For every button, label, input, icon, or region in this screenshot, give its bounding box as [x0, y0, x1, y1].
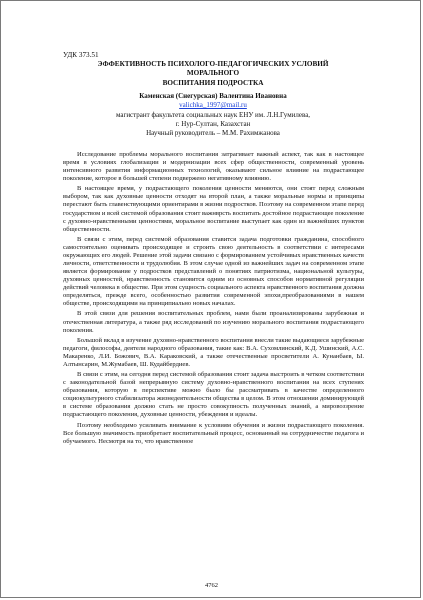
author-location: г. Нур-Султан, Казахстан: [175, 119, 251, 128]
title-line: ВОСПИТАНИЯ ПОДРОСТКА: [162, 78, 264, 87]
author-name: Каменская (Снегурская) Валентина Ивановна: [139, 92, 287, 100]
body-paragraph: В настоящее время, у подрастающего поколения ценности меняются, они стоят перед сложным выбором, так как духовные ценности отходят на второй план, а также моральные нормы и принципы перестают быть главенствующими ориентирами в жизни подростков. Поэтому на современном этапе перед государством и всей системой образования стоит важнврсть воспитать достойное подрастающее поколение с духовно-нравственными ценностями, моральное воспитание выступает как один из важнейших пунктов общественности.: [63, 185, 364, 233]
body-paragraph: В связи с этим, перед системой образования ставится задача подготовки гражданина, способного самостоятельно оценивать происходящее и строить свою деятельность в соответствии с интересами окружающих его людей. Решение этой задачи связано с формированием устойчивых нравственных качеств личности, ответственности и трудолюбия. В этом случае одной из важнейших задач на современном этапе является формирование у подростков представлений о понятиях патриотизма, национальной культуры, духовных ценностей, нравственность становится одним из основных способов нормативной регуляции действий человека в обществе. При этом сущность социального аспекта нравственного воспитания должна определяться, прежде всего, особенностью развития современной эпохи,преобразованиями в нашем обществе, происходящими на принципиально новых началах.: [63, 235, 364, 308]
author-block: [63, 92, 363, 138]
author-affiliation: магистрант факультета социальных наук ЕНУ им. Л.Н.Гумилева,: [115, 110, 311, 119]
scientific-supervisor: Научный руководитель – М.М. Рахимжанова: [146, 129, 280, 138]
udk-code: УДК 373.51: [63, 51, 99, 59]
paper-title: [63, 60, 363, 88]
body-paragraph: Большой вклад в изучение духовно-нравственного воспитания внесли такие выдающиеся зарубежные педагоги, философы, деятели народного образования, такие как: В.А. Сухомлинский, К.Д. Ушинский, А.С. Макаренко, Л.И. Божович, В.А. Караковский, а также отечественные просветители А. Кунанбаев, Ы. Алтынсарин, М.Жумабаев, Ш. Кудайбердиев.: [63, 336, 364, 368]
body-paragraph: Исследование проблемы морального воспитания затрагивает важный аспект, так как в настоящее время в условиях глобализации и модернизации всех сфер общественности, современный уровень интенсивного развития информационных технологий, оказывают сильное влияние на подрастающее поколение, которое в большей степени подвержено негативному влиянию.: [63, 151, 364, 183]
article-body: [63, 151, 364, 448]
body-paragraph: Поэтому необходимо усиливать внимание к условиям обучения и жизни подрастающего поколения. Все большую значимость приобретает воспитательный процесс, основанный на сотрудничестве педагога и обучаемого. Несмотря на то, что нравственное: [63, 421, 364, 445]
body-paragraph: В связи с этим, на сегодня перед системой образования стоит задача выстроить в четком соответствии с законодательной базой непрерывную систему духовно-нравственного воспитания на всех ступенях образования, которую в перспективе можно было бы рассматривать в качестве определенного социокультурного стабилизатора жизнедеятельности общества в целом. В этом отношении доминирующей в системе образования должно стать не просто совокупность полученных знаний, а мировоззрение подрастающего поколения, духовные ценности, убеждения и идеалы.: [63, 371, 364, 419]
title-line: ЭФФЕКТИВНОСТЬ ПСИХОЛОГО-ПЕДАГОГИЧЕСКИХ УСЛОВИЙ: [97, 60, 329, 68]
author-email-link[interactable]: valichka_1997@mail.ru: [179, 101, 247, 110]
body-paragraph: В этой связи для решения воспитательных проблем, нами были проанализированы зарубежная и отечественная литература, а также ряд исследований по изучению морального воспитания подрастающего поколения.: [63, 310, 364, 334]
title-line: МОРАЛЬНОГО: [186, 69, 240, 78]
page-number: 4762: [205, 582, 218, 589]
